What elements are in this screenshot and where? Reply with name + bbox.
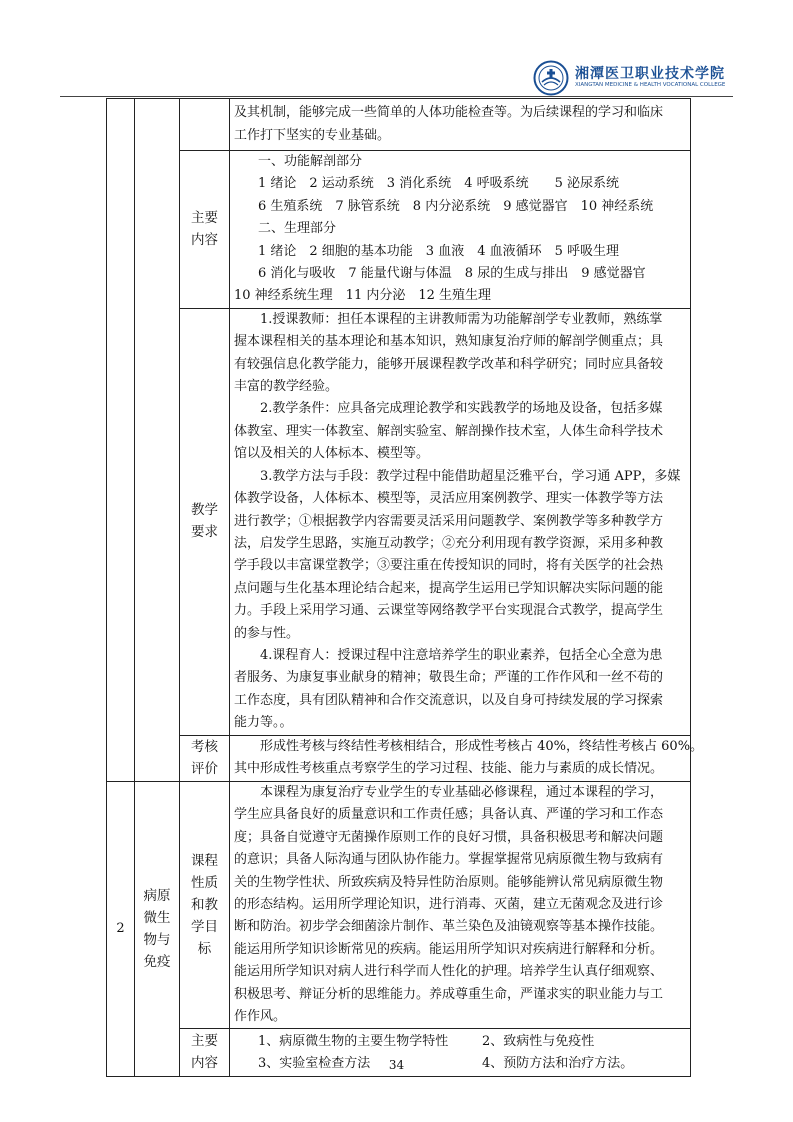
college-name-en: XIANGTAN MEDICINE & HEALTH VOCATIONAL COLLEGE — [575, 82, 726, 88]
page-number: 34 — [388, 1058, 405, 1072]
course1-teaching-label: 教学 要求 — [180, 308, 230, 735]
course1-objective-row — [107, 99, 691, 151]
course1-assessment-text: 形成性考核与终结性考核相结合，形成性考核占 40%，终结性考核占 60%。 其中形成性考核重点考察学生的学习过程、技能、能力与素质的成长情况。 — [230, 735, 691, 781]
course1-content-label: 主要 内容 — [180, 151, 230, 309]
section-title: 二、生理部分 — [258, 221, 337, 237]
content-line: 10 神经系统生理 11 内分泌 12 生殖生理 — [234, 288, 492, 304]
course1-assessment-label: 考核 评价 — [180, 735, 230, 781]
course2-content-label: 主要 内容 — [180, 1029, 230, 1077]
content-list-row — [234, 1031, 684, 1053]
section-title: 一、功能解剖部分 — [258, 154, 363, 169]
course2-nature-label: 课程 性质 和教 学目 标 — [180, 781, 230, 1028]
college-emblem-icon — [533, 60, 569, 96]
content-line: 6 生殖系统 7 脉管系统 8 内分泌系统 9 感觉器官 10 神经系统 — [258, 198, 654, 214]
college-name-cn: 湘潭医卫职业技术学院 — [575, 66, 725, 82]
course1-teaching-row — [107, 308, 691, 735]
objective-line: 工作打下坚实的专业基础。 — [234, 127, 391, 143]
list-item: 1、病原微生物的主要生物学特性 — [258, 1033, 449, 1049]
course2-number: 2 — [107, 781, 135, 1076]
course1-name-cell — [135, 99, 180, 782]
course2-nature-row — [107, 781, 691, 1028]
course1-teaching-text: 1.授课教师：担任本课程的主讲教师需为功能解剖学专业教师，熟练掌 握本课程相关的基本理论和基本知识，熟知康复治疗师的解剖学侧重点；具 有较强信息化教学能力，能够开展课程教学改革和科学研究；同时应具备较 丰富的教学经验。 2.教学条件：应具备完成理论教学和实践教学的场地及设备，包括多媒 体教室、理实一体教室、解剖实验室、解剖操作技术室，人体生命科学技术 馆以及相关的人体标本、模型等。 3.教学方法与手段：教学过程中能借助超星泛雅平台，学习通 APP，多媒 体教学设备，人体标本、模型等，灵活应用案例教学、理实一体教学等方法 进行教学；①根据教学内容需要灵活采用问题教学、案例教学等多种教学方 法，启发学生思路，实施互动教学；②充分利用现有教学资源，采用多种教 学手段以丰富课堂教学；③要注重在传授知识的同时，将有关医学的社会热 点问题与生化基本理论结合起来，提高学生运用已学知识解决实际问题的能 力。手段上采用学习通、云课堂等网络教学平台实现混合式教学，提高学生 的参与性。 4.课程育人：授课过程中注意培养学生的职业素养，包括全心全意为患 者服务、为康复事业献身的精神；敬畏生命；严谨的工作作风和一丝不苟的 工作态度，具有团队精神和合作交流意识，以及自身可持续发展的学习探索 能力等。。 — [230, 308, 691, 735]
course1-content-text — [230, 151, 691, 309]
objective-line: 及其机制，能够完成一些简单的人体功能检查等。为后续课程的学习和临床 — [234, 105, 664, 121]
course2-name: 病原 微生 物与 免疫 — [135, 781, 180, 1076]
course1-objective-text — [230, 99, 691, 151]
course1-assessment-row — [107, 735, 691, 781]
course-table — [106, 98, 704, 1077]
course2-nature-text: 本课程为康复治疗专业学生的专业基础必修课程，通过本课程的学习， 学生应具备良好的质量意识和工作责任感；具备认真、严谨的学习和工作态 度；具备自觉遵守无菌操作原则工作的良好习惯，具备积极思考和解决问题 的意识；具备人际沟通与团队协作能力。掌握掌握常见病原微生物与致病有 关的生物学性状、所致疾病及特异性防治原则。能够能辨认常见病原微生物 的形态结构。运用所学理论知识，进行消毒、灭菌，建立无菌观念及进行诊 断和防治。初步学会细菌涂片制作、革兰染色及油镜观察等基本操作技能。 能运用所学知识诊断常见的疾病。能运用所学知识对疾病进行解释和分析。 能运用所学知识对病人进行科学而人性化的护理。培养学生认真仔细观察、 积极思考、辩证分析的思维能力。养成尊重生命，严谨求实的职业能力与工 作作风。 — [230, 781, 691, 1028]
page-header — [0, 0, 793, 100]
course1-number-cell — [107, 99, 135, 782]
content-line: 1 绪论 2 运动系统 3 消化系统 4 呼吸系统 5 泌尿系统 — [258, 176, 620, 192]
list-item: 4、预防方法和治疗方法。 — [482, 1055, 634, 1071]
course1-objective-label-cell — [180, 99, 230, 151]
content-line: 6 消化与吸收 7 能量代谢与体温 8 尿的生成与排出 9 感觉器官 — [258, 266, 646, 282]
list-item: 2、致病性与免疫性 — [482, 1033, 595, 1049]
course1-content-row — [107, 151, 691, 309]
header-divider — [60, 96, 733, 97]
list-item: 3、实验室检查方法 — [258, 1055, 371, 1071]
content-line: 1 绪论 2 细胞的基本功能 3 血液 4 血液循环 5 呼吸生理 — [258, 243, 620, 259]
college-logo — [533, 60, 743, 96]
